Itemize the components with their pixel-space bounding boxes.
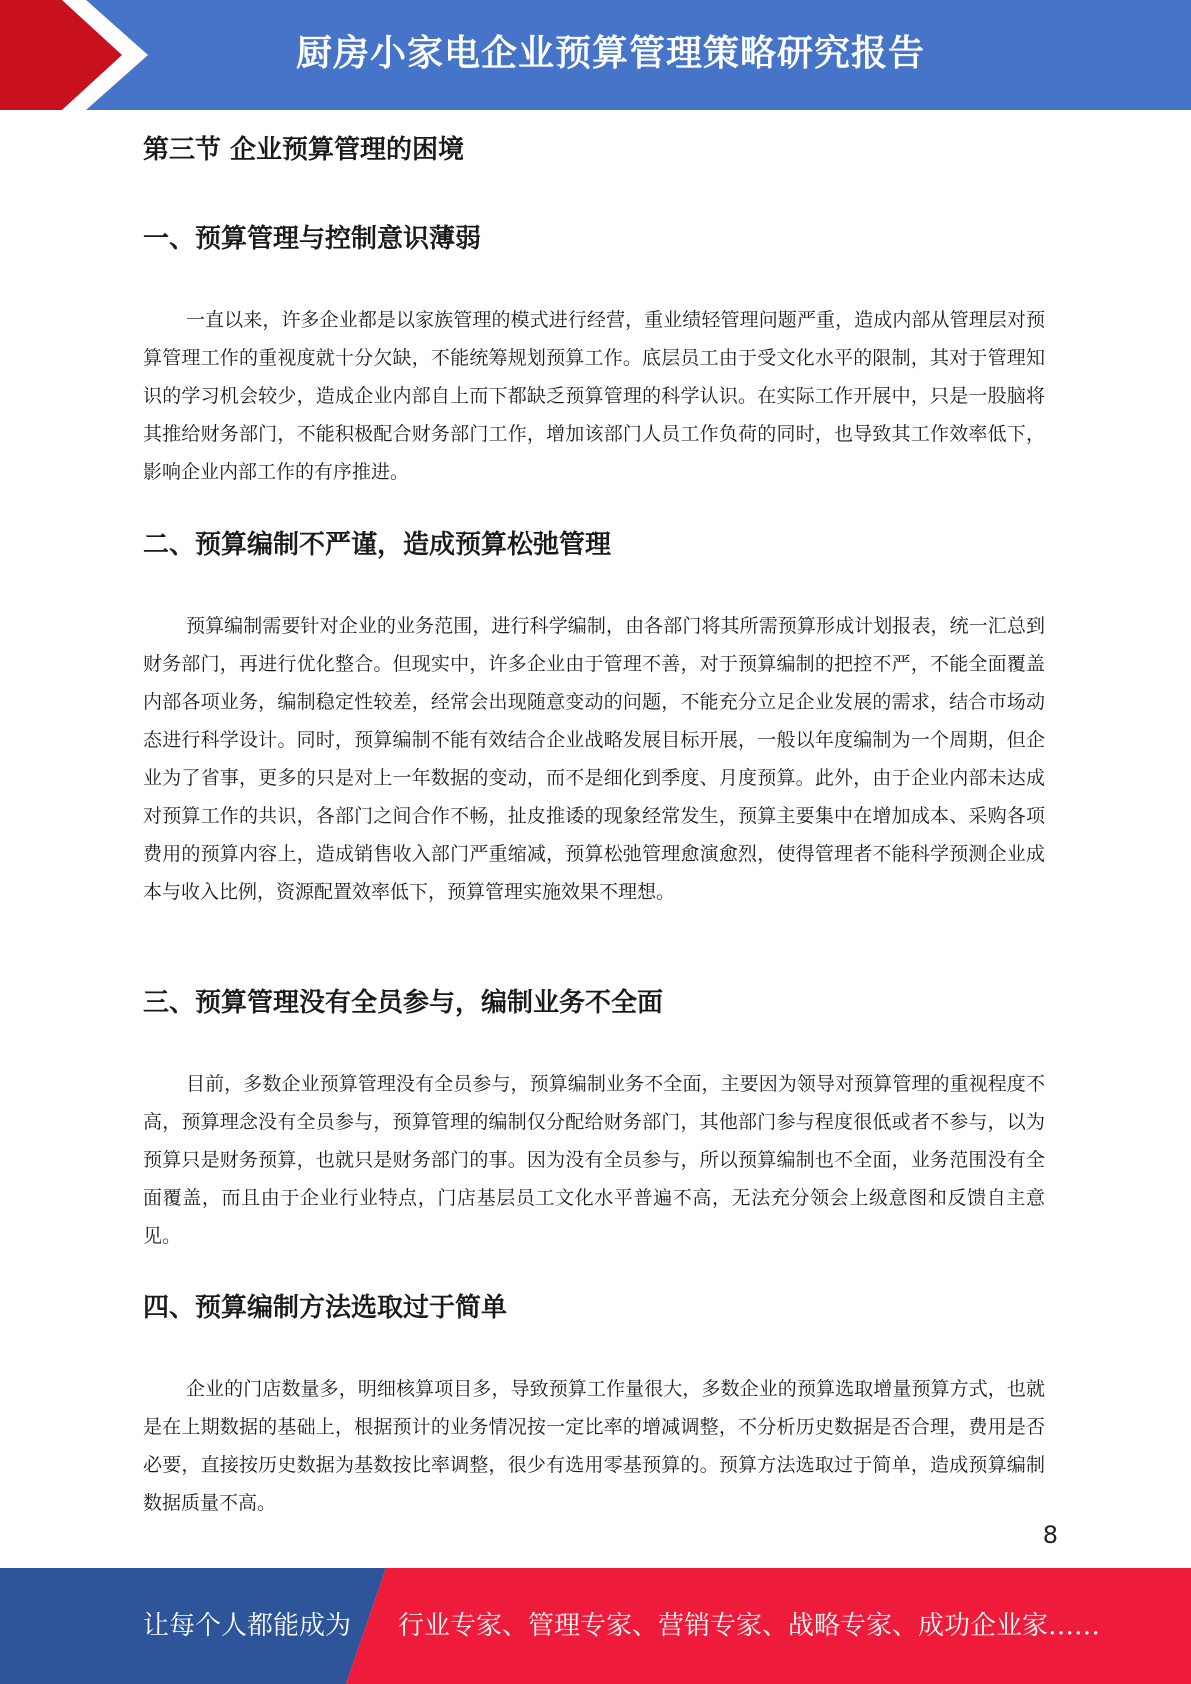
subsection-heading-2: 二、预算编制不严谨，造成预算松弛管理 <box>143 530 612 560</box>
subsection-body-2: 预算编制需要针对企业的业务范围，进行科学编制，由各部门将其所需预算形成计划报表，统一汇总到财务部门，再进行优化整合。但现实中，许多企业由于管理不善，对于预算编制的把控不严，不能全面覆盖内部各项业务，编制稳定性较差，经常会出现随意变动的问题，不能充分立足企业发展的需求，结合市场动态进行科学设计。同时，预算编制不能有效结合企业战略发展目标开展，一般以年度编制为一个周期，但企业为了省事，更多的只是对上一年数据的变动，而不是细化到季度、月度预算。此外，由于企业内部未达成对预算工作的共识，各部门之间合作不畅，扯皮推诿的现象经常发生，预算主要集中在增加成本、采购各项费用的预算内容上，造成销售收入部门严重缩减，预算松弛管理愈演愈烈，使得管理者不能科学预测企业成本与收入比例，资源配置效率低下，预算管理实施效果不理想。 <box>143 615 1045 903</box>
footer-slogan-right: 行业专家、管理专家、营销专家、战略专家、成功企业家…… <box>398 1611 1101 1641</box>
report-title: 厨房小家电企业预算管理策略研究报告 <box>296 33 926 74</box>
subsection-body-4: 企业的门店数量多，明细核算项目多，导致预算工作量很大，多数企业的预算选取增量预算方式，也就是在上期数据的基础上，根据预计的业务情况按一定比率的增减调整，不分析历史数据是否合理，费用是否必要，直接按历史数据为基数按比率调整，很少有选用零基预算的。预算方法选取过于简单，造成预算编制数据质量不高。 <box>143 1378 1045 1514</box>
section-title: 第三节 企业预算管理的困境 <box>143 135 465 165</box>
page-footer <box>0 1568 1191 1684</box>
footer-slogan-left: 让每个人都能成为 <box>143 1611 352 1641</box>
page-number: 8 <box>1042 1521 1058 1549</box>
subsection-body-3: 目前，多数企业预算管理没有全员参与，预算编制业务不全面，主要因为领导对预算管理的重视程度不高，预算理念没有全员参与，预算管理的编制仅分配给财务部门，其他部门参与程度很低或者不参与，以为预算只是财务预算，也就只是财务部门的事。因为没有全员参与，所以预算编制也不全面，业务范围没有全面覆盖，而且由于企业行业特点，门店基层员工文化水平普遍不高，无法充分领会上级意图和反馈自主意见。 <box>143 1073 1045 1247</box>
subsection-heading-1: 一、预算管理与控制意识薄弱 <box>143 224 482 254</box>
subsection-body-1: 一直以来，许多企业都是以家族管理的模式进行经营，重业绩轻管理问题严重，造成内部从管理层对预算管理工作的重视度就十分欠缺，不能统筹规划预算工作。底层员工由于受文化水平的限制，其对于管理知识的学习机会较少，造成企业内部自上而下都缺乏预算管理的科学认识。在实际工作开展中，只是一股脑将其推给财务部门，不能积极配合财务部门工作，增加该部门人员工作负荷的同时，也导致其工作效率低下，影响企业内部工作的有序推进。 <box>143 309 1045 483</box>
subsection-heading-4: 四、预算编制方法选取过于简单 <box>143 1293 508 1323</box>
subsection-heading-3: 三、预算管理没有全员参与，编制业务不全面 <box>143 988 664 1018</box>
page-header <box>0 0 1191 110</box>
